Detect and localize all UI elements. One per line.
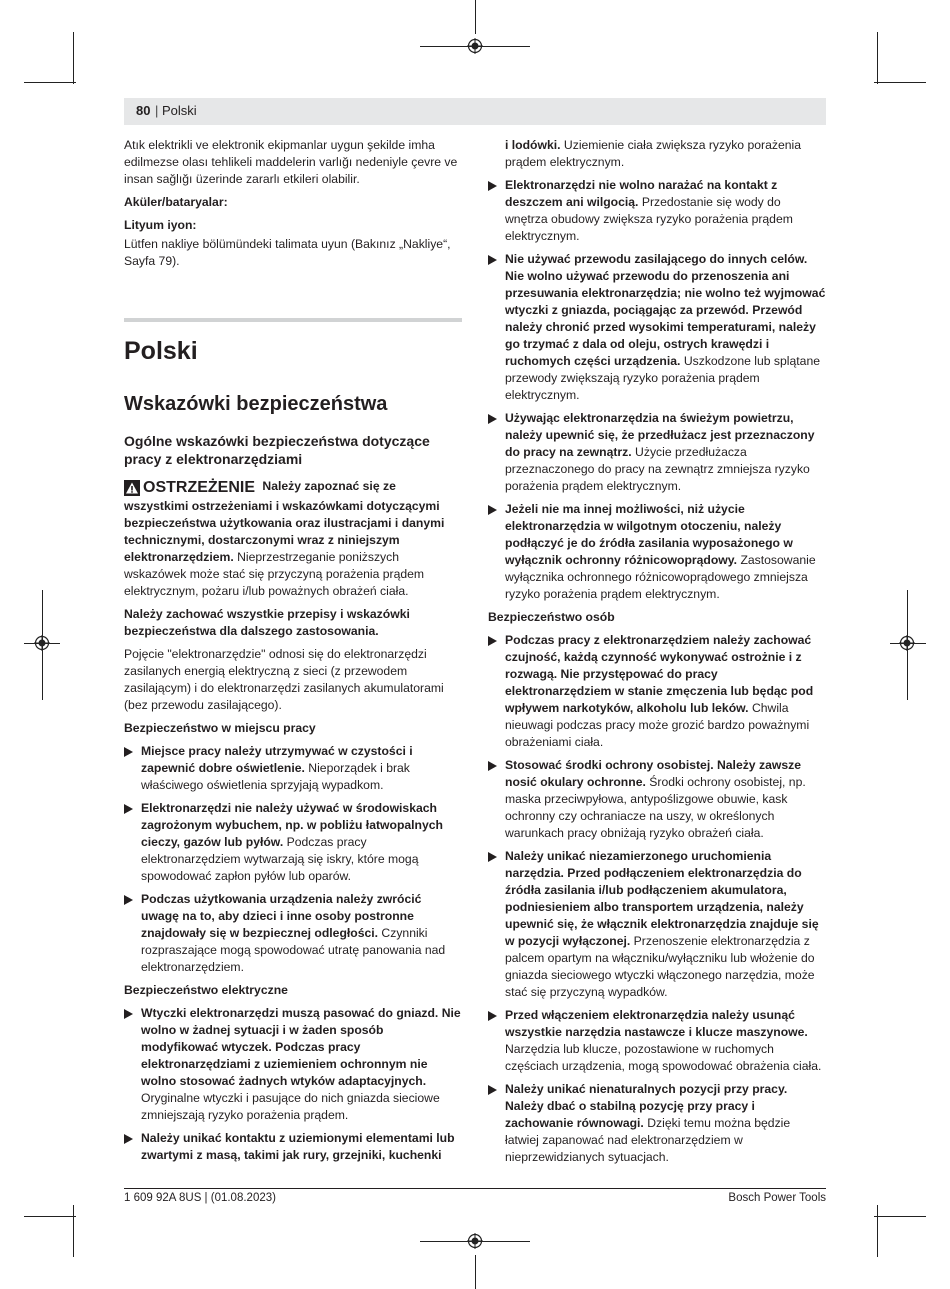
crop-mark: [73, 32, 74, 84]
bullet-arrow-icon: [124, 804, 133, 814]
list-item: [124, 743, 462, 794]
registration-mark-icon: [899, 635, 915, 651]
list-item: [124, 891, 462, 976]
right-column: [488, 137, 826, 1172]
keep-instructions: Należy zachować wszystkie przepisy i wskazówki bezpieczeństwa dla dalszego zastosowania.: [124, 607, 410, 638]
crop-mark: [24, 1216, 76, 1217]
item-bold: Stosować środki ochrony osobistej. Należy zawsze nosić okulary ochronne.: [505, 758, 801, 789]
item-bold: Wtyczki elektronarzędzi muszą pasować do gniazd. Nie wolno w żadnej sytuacji i w żaden sposób modyfikować wtyczek. Podczas pracy elektronarzędziami z uziemieniem ochronnym nie wolno stosować żadnych wtyków adaptacyjnych.: [141, 1006, 461, 1088]
warning-label-text: OSTRZEŻENIE: [143, 479, 256, 496]
footer-rule: [124, 1188, 826, 1189]
list-item: [488, 501, 826, 603]
footer-brand: Bosch Power Tools: [728, 1192, 826, 1204]
bullet-arrow-icon: [124, 747, 133, 757]
item-text: Czynniki rozpraszające mogą spowodować utratę panowania nad elektronarzędziem.: [141, 926, 446, 974]
crop-mark: [24, 82, 76, 83]
warning-bold-text: Należy zapoznać się ze wszystkimi ostrzeżeniami i wskazówkami dotyczącymi bezpieczeństwa użytkowania oraz ilustracjami i danymi technicznymi, dostarczonymi wraz z niniejszym elektronarzędziem.: [124, 479, 445, 564]
item-text: Nieporządek i brak właściwego oświetlenia sprzyjają wypadkom.: [141, 761, 410, 792]
item-bold: Miejsce pracy należy utrzymywać w czystości i zapewnić dobre oświetlenie.: [141, 744, 413, 775]
warning-paragraph: [124, 478, 462, 600]
tr-lithium-heading: Lityum iyon:: [124, 218, 197, 232]
workplace-list: [124, 743, 462, 976]
item-bold: Podczas użytkowania urządzenia należy zwrócić uwagę na to, aby dzieci i inne osoby postronne znajdowały się w bezpiecznej odległości.: [141, 892, 422, 940]
item-text: Chwila nieuwagi podczas pracy może grozić bardzo poważnymi obrażeniami ciała.: [505, 701, 810, 749]
registration-mark-icon: [467, 1233, 483, 1249]
item-text: Zastosowanie wyłącznika ochronnego różnicowoprądowego zmniejsza ryzyko porażenia prądem elektrycznym.: [505, 553, 816, 601]
section-title: Polski: [124, 337, 198, 365]
header-language: Polski: [162, 103, 197, 118]
continuation-bold: i lodówki.: [505, 138, 561, 152]
crop-mark: [874, 1216, 926, 1217]
warning-text: Nieprzestrzeganie poniższych wskazówek może stać się przyczyną porażenia prądem elektrycznym, pożaru i/lub poważnych obrażeń ciała.: [124, 550, 425, 598]
item-bold: Należy unikać kontaktu z uziemionymi elementami lub zwartymi z masą, takimi jak rury, grzejniki, kuchenki: [141, 1131, 455, 1162]
workplace-heading: Bezpieczeństwo w miejscu pracy: [124, 721, 316, 735]
crop-mark: [877, 1205, 878, 1257]
bullet-arrow-icon: [124, 895, 133, 905]
item-text: Dzięki temu można będzie łatwiej zapanować nad elektronarzędziem w nieprzewidzianych sytuacjach.: [505, 1116, 791, 1164]
list-item: [124, 1005, 462, 1124]
tr-lithium-text: Lütfen nakliye bölümündeki talimata uyun (Bakınız „Nakliye“, Sayfa 79).: [124, 237, 451, 268]
bullet-arrow-icon: [124, 1009, 133, 1019]
list-item: [488, 177, 826, 245]
item-bold: Należy unikać niezamierzonego uruchomienia narzędzia. Przed podłączeniem elektronarzędzia do źródła zasilania i/lub podłączeniem akumulatora, podniesieniem albo transportem urządzenia, należy upewnić się, że włącznik elektronarzędzia znajduje się w pozycji wyłączonej.: [505, 849, 819, 948]
page-header: [124, 98, 826, 125]
item-text: Narzędzia lub klucze, pozostawione w ruchomych częściach urządzenia, mogą spowodować obrażenia ciała.: [505, 1042, 822, 1073]
item-bold: Nie używać przewodu zasilającego do innych celów. Nie wolno używać przewodu do przenoszenia ani przesuwania elektronarzędzia; nie wolno też wyjmować wtyczki z gniazda, pociągając za przewód. Przewód należy chronić przed wysokimi temperaturami, należy go trzymać z dala od oleju, ostrych krawędzi i ruchomych części urządzenia.: [505, 252, 826, 368]
footer-doc-id: 1 609 92A 8US | (01.08.2023): [124, 1192, 276, 1204]
personal-list: [488, 632, 826, 1166]
bullet-arrow-icon: [488, 636, 497, 646]
continuation-paragraph: [488, 137, 826, 171]
warning-triangle-icon: [124, 480, 140, 496]
item-bold: Podczas pracy z elektronarzędziem należy zachować czujność, każdą czynność wykonywać ostrożnie i z rozwagą. Nie przystępować do pracy elektronarzędziem w stanie zmęczenia lub będąc pod wpływem narkotyków, alkoholu lub leków.: [505, 633, 814, 715]
item-bold: Używając elektronarzędzia na świeżym powietrzu, należy upewnić się, że przedłużacz jest przeznaczony do pracy na zewnątrz.: [505, 411, 815, 459]
crop-mark: [73, 1205, 74, 1257]
bullet-arrow-icon: [124, 1134, 133, 1144]
item-bold: Jeżeli nie ma innej możliwości, niż użycie elektronarzędzia w wilgotnym otoczeniu, należy podłączyć je do źródła zasilania wyposażonego w wyłącznik ochronny różnicowoprądowy.: [505, 502, 793, 567]
list-item: [488, 251, 826, 404]
item-bold: Należy unikać nienaturalnych pozycji przy pracy. Należy dbać o stabilną pozycję przy pracy i zachowanie równowagi.: [505, 1082, 788, 1130]
tr-disposal-paragraph: Atık elektrikli ve elektronik ekipmanlar uygun şekilde imha edilmezse olası tehlikeli maddelerin varlığı nedeniyle çevre ve insan sağlığı üzerinde zararlı etkileri olabilir.: [124, 138, 458, 186]
personal-heading: Bezpieczeństwo osób: [488, 610, 615, 624]
registration-mark-icon: [34, 635, 50, 651]
continuation-text: Uziemienie ciała zwiększa ryzyko porażenia prądem elektrycznym.: [505, 138, 801, 169]
electrical-heading: Bezpieczeństwo elektryczne: [124, 983, 288, 997]
list-item: [124, 800, 462, 885]
crop-mark: [475, 0, 476, 34]
safety-title: Wskazówki bezpieczeństwa: [124, 393, 388, 415]
section-divider: [124, 318, 462, 322]
electrical-list-continued: [488, 177, 826, 603]
left-column: [124, 137, 462, 1170]
item-text: Podczas pracy elektronarzędziem wytwarzają się iskry, które mogą spowodować zapłon pyłów lub oparów.: [141, 835, 419, 883]
item-bold: Elektronarzędzi nie należy używać w środowiskach zagrożonym wybuchem, np. w pobliżu łatwopalnych cieczy, gazów lub pyłów.: [141, 801, 444, 849]
bullet-arrow-icon: [488, 761, 497, 771]
list-item: [488, 632, 826, 751]
crop-mark: [874, 82, 926, 83]
item-bold: Elektronarzędzi nie wolno narażać na kontakt z deszczem ani wilgocią.: [505, 178, 778, 209]
bullet-arrow-icon: [488, 505, 497, 515]
bullet-arrow-icon: [488, 1085, 497, 1095]
crop-mark: [475, 1255, 476, 1289]
item-text: Przenoszenie elektronarzędzia z palcem opartym na włączniku/wyłączniku lub włożenie do gniazda sieciowego wtyczki włączonego narzędzia, może stać się przyczyną wypadków.: [505, 934, 815, 999]
list-item: [488, 1007, 826, 1075]
warning-label: [124, 478, 255, 498]
header-separator: |: [155, 103, 159, 118]
list-item: [488, 1081, 826, 1166]
tr-batteries-heading: Aküler/bataryalar:: [124, 195, 228, 209]
page-number: 80: [136, 103, 151, 118]
bullet-arrow-icon: [488, 1011, 497, 1021]
item-text: Oryginalne wtyczki i pasujące do nich gniazda sieciowe zmniejszają ryzyko porażenia prądem.: [141, 1091, 440, 1122]
item-text: Uszkodzone lub splątane przewody zwiększają ryzyko porażenia prądem elektrycznym.: [505, 354, 821, 402]
bullet-arrow-icon: [488, 414, 497, 424]
crop-mark: [877, 32, 878, 84]
list-item: [488, 848, 826, 1001]
bullet-arrow-icon: [488, 255, 497, 265]
list-item: [488, 410, 826, 495]
item-text: Przedostanie się wody do wnętrza obudowy zwiększa ryzyko porażenia prądem elektrycznym.: [505, 195, 793, 243]
list-item: [124, 1130, 462, 1164]
registration-mark-icon: [467, 38, 483, 54]
item-text: Użycie przedłużacza przeznaczonego do pracy na zewnątrz zmniejsza ryzyko porażenia prądem elektrycznym.: [505, 445, 810, 493]
general-safety-title: Ogólne wskazówki bezpieczeństwa dotyczące pracy z elektronarzędziami: [124, 433, 430, 467]
electrical-list: [124, 1005, 462, 1164]
bullet-arrow-icon: [488, 181, 497, 191]
bullet-arrow-icon: [488, 852, 497, 862]
list-item: [488, 757, 826, 842]
item-bold: Przed włączeniem elektronarzędzia należy usunąć wszystkie narzędzia nastawcze i klucze maszynowe.: [505, 1008, 808, 1039]
definition-paragraph: Pojęcie "elektronarzędzie" odnosi się do elektronarzędzi zasilanych energią elektryczną z sieci (z przewodem zasilającym) i do elektronarzędzi zasilanych akumulatorami (bez przewodu zasilającego).: [124, 647, 444, 712]
item-text: Środki ochrony osobistej, np. maska przeciwpyłowa, antypoślizgowe obuwie, kask ochronny czy ochraniacze na uszy, w określonych warunkach pracy obniżają ryzyko obrażeń ciała.: [505, 775, 806, 840]
